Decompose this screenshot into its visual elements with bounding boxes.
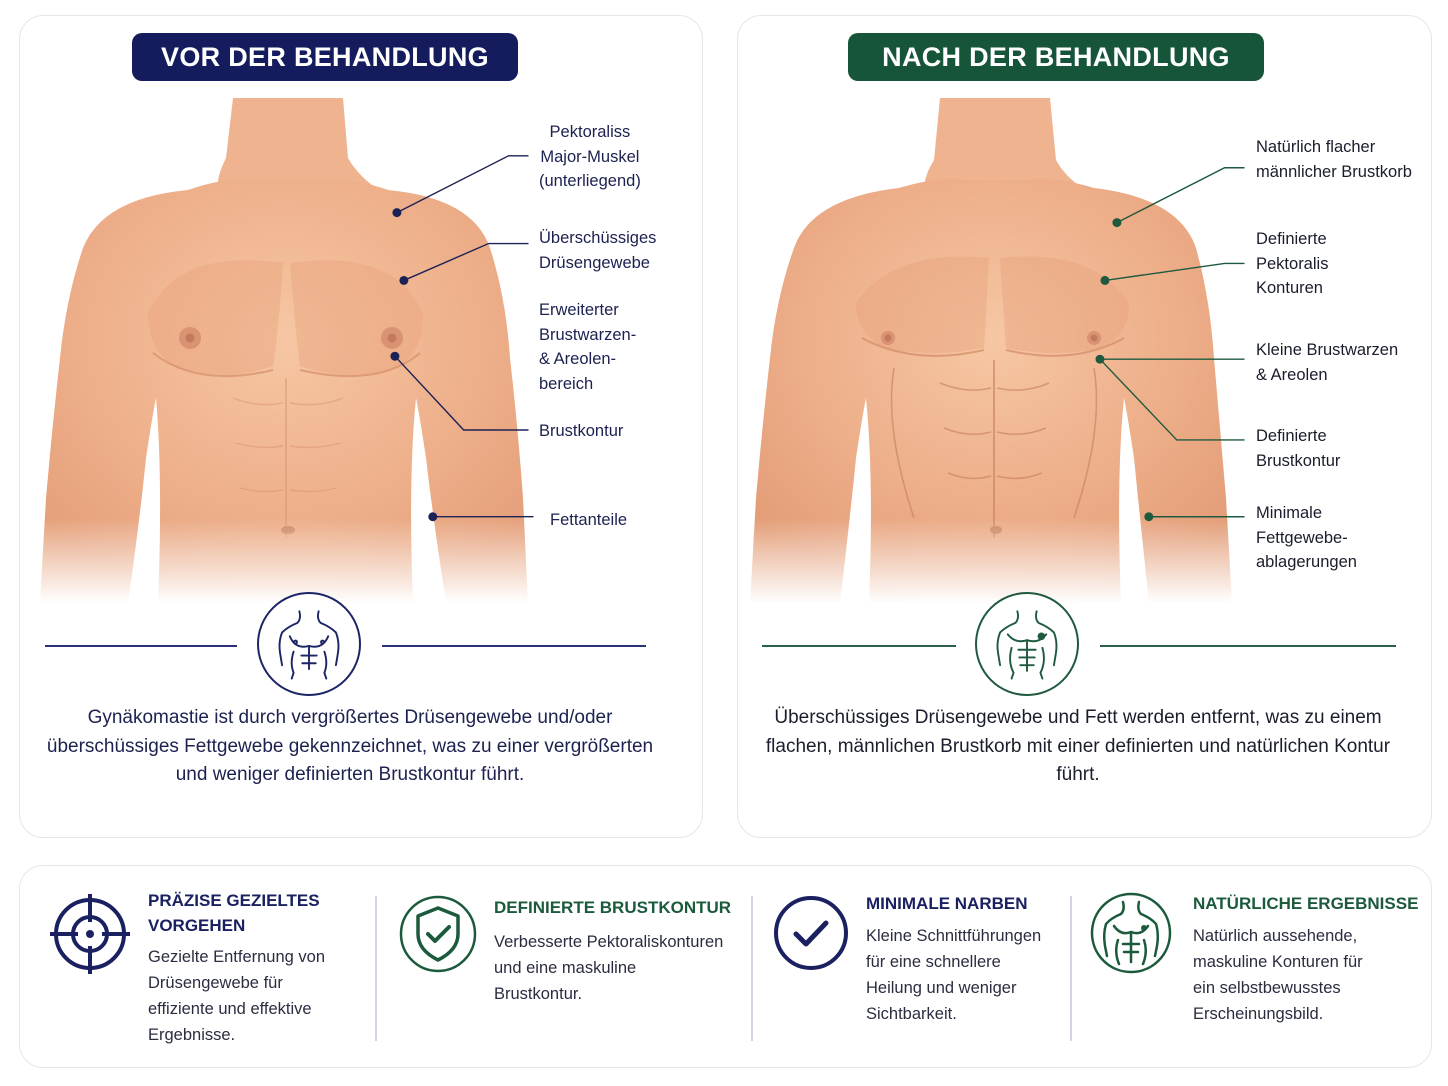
label-pectoralis-major: Pektoraliss Major-Muskel (unterliegend): [539, 123, 641, 190]
label-small-areola: Kleine Brustwarzen & Areolen: [1256, 341, 1399, 384]
before-title-badge: VOR DER BEHANDLUNG: [132, 33, 518, 81]
before-treatment-panel: [19, 15, 703, 838]
after-treatment-panel: [737, 15, 1432, 838]
before-description: Gynäkomastie ist durch vergrößertes Drüsengewebe und/oder überschüssiges Fettgewebe gekennzeichnet, was zu einer vergrößerten und weniger definierten Brustkontur führt.: [46, 707, 654, 785]
check-circle-icon: [772, 894, 850, 972]
torso-illustration-before: [28, 98, 538, 603]
target-crosshair-icon: [50, 894, 130, 974]
male-torso-icon: [1089, 890, 1173, 976]
label-flat-chest: Natürlich flacher männlicher Brustkorb: [1256, 138, 1412, 181]
feature-natural: [1071, 866, 1431, 1067]
male-torso-outline-icon: [975, 592, 1079, 696]
feature-text: Kleine Schnittführungen für eine schnellere Heilung und weniger Sichtbarkeit.: [866, 927, 1042, 1023]
feature-title: NATÜRLICHE ERGEBNISSE: [1193, 894, 1419, 913]
feature-precise: [20, 866, 375, 1067]
divider-left: [762, 645, 956, 647]
feature-contour: [376, 866, 751, 1067]
divider-left: [45, 645, 237, 647]
male-torso-outline-icon: [257, 592, 361, 696]
feature-text: Gezielte Entfernung von Drüsengewebe für effiziente und effektive Ergebnisse.: [148, 948, 326, 1044]
after-description: Überschüssiges Drüsengewebe und Fett werden entfernt, was zu einem flachen, männlichen Brustkorb mit einer definierten und natürlichen Kontur führt.: [765, 707, 1391, 785]
torso-illustration-after: [744, 98, 1234, 603]
feature-title: PRÄZISE GEZIELTES VORGEHEN: [148, 891, 320, 935]
feature-scars: [752, 866, 1070, 1067]
after-title-badge: NACH DER BEHANDLUNG: [848, 33, 1264, 81]
label-fat-content: Fettanteile: [550, 511, 628, 529]
divider-right: [1100, 645, 1396, 647]
features-bar: [19, 865, 1432, 1068]
label-enlarged-areola: Erweiterter Brustwarzen- & Areolen- bereich: [539, 301, 637, 393]
feature-text: Natürlich aussehende, maskuline Konturen für ein selbstbewusstes Erscheinungsbild.: [1193, 927, 1363, 1023]
label-defined-pectoralis: Definierte Pektoralis Konturen: [1256, 230, 1329, 297]
feature-title: MINIMALE NARBEN: [866, 894, 1028, 913]
feature-text: Verbesserte Pektoraliskonturen und eine maskuline Brustkontur.: [494, 933, 724, 1003]
label-excess-glandular-tissue: Überschüssiges Drüsengewebe: [539, 229, 657, 272]
divider-right: [382, 645, 646, 647]
feature-title: DEFINIERTE BRUSTKONTUR: [494, 898, 732, 917]
label-chest-contour: Brustkontur: [539, 422, 624, 440]
label-minimal-fat: Minimale Fettgewebe- ablagerungen: [1256, 504, 1357, 571]
label-defined-contour: Definierte Brustkontur: [1256, 427, 1341, 470]
shield-check-icon: [398, 894, 478, 974]
